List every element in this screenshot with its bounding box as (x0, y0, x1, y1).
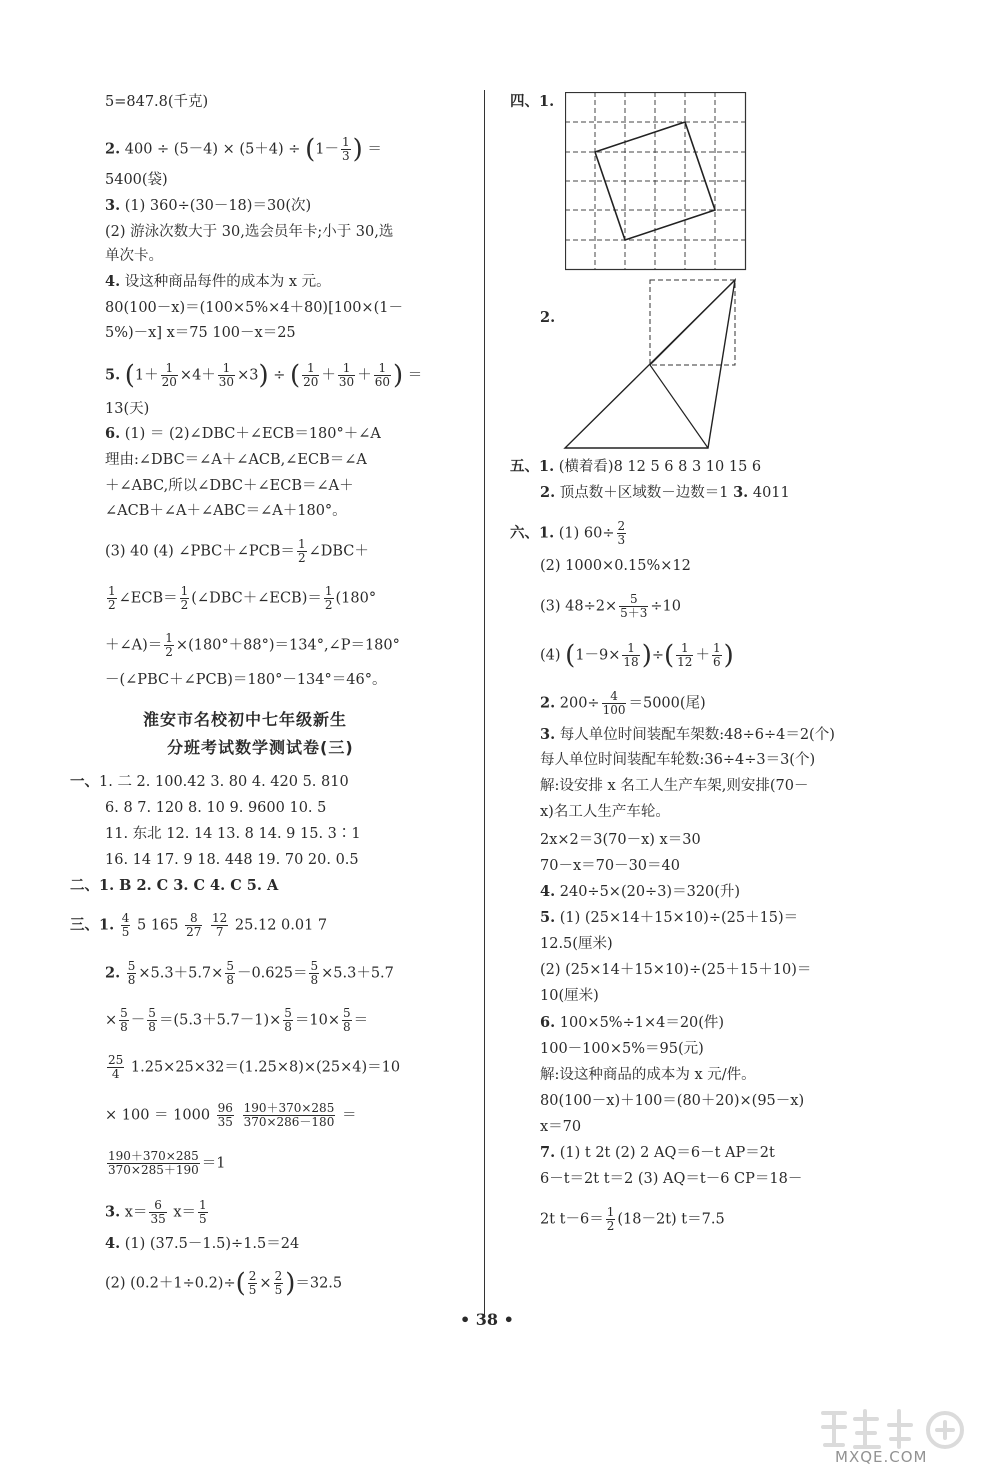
fraction (622, 642, 639, 669)
denominator: 2 (606, 1219, 615, 1233)
s1-line (70, 772, 349, 792)
answer-line (540, 1206, 725, 1233)
answer-line (105, 1102, 356, 1129)
answer-line: 每人单位时间装配车轮数:36÷4÷3＝3(个) (540, 752, 816, 768)
answer-line: (2) 1000×0.15%×12 (540, 558, 691, 574)
numerator: 1 (199, 1198, 207, 1212)
answer-line: 80(100－x)＝(100×5%×4＋80)[100×(1－ (105, 300, 403, 316)
expr: (横着看)8 12 5 6 8 3 10 15 6 (554, 459, 762, 475)
fraction (283, 1007, 293, 1034)
denominator: 8 (120, 1020, 128, 1034)
q4-line (105, 272, 331, 292)
grid-lines (565, 92, 745, 270)
paren-close: ) (285, 1268, 296, 1299)
expr: ＋ (695, 647, 710, 664)
question-number: 7. (540, 1144, 556, 1161)
expr: 4011 (748, 485, 790, 501)
expr: (2) (0.2＋1÷0.2)÷ (105, 1275, 236, 1292)
paren-open: ( (235, 1268, 246, 1299)
question-number: 4. (105, 273, 121, 290)
numerator: 1 (338, 362, 355, 376)
expr: ∠ECB＝ (118, 590, 178, 607)
answer-line (540, 642, 734, 669)
fraction (198, 1199, 208, 1226)
answer-line: (2) 游泳次数大于 30,选会员年卡;小于 30,选 (105, 224, 394, 240)
answer-line: 5=847.8(千克) (105, 94, 209, 110)
expr: 200÷ (555, 695, 600, 712)
numerator: 5 (343, 1006, 351, 1020)
question-number: 2. (540, 694, 556, 712)
expr: (1) (25×14＋15×10)÷(25＋15)＝ (555, 910, 799, 926)
expr: × (259, 1275, 272, 1292)
question-number: 4. (105, 1235, 121, 1252)
expr: × 100 ＝ 1000 (105, 1107, 211, 1124)
fraction (107, 1150, 200, 1177)
denominator: 5＋3 (620, 606, 648, 620)
fraction (341, 136, 351, 163)
expr: x＝ (120, 1204, 148, 1221)
expr: ÷ (651, 647, 665, 664)
fraction (619, 593, 648, 620)
expr: 1－ (315, 141, 339, 158)
answer-line (105, 1199, 210, 1226)
denominator: 35 (217, 1115, 233, 1129)
answer-line (105, 1234, 299, 1254)
denominator: 2 (297, 551, 306, 565)
answer-line (540, 483, 790, 503)
numerator: 5 (619, 593, 648, 607)
denominator: 8 (127, 973, 136, 987)
fraction (274, 1270, 284, 1297)
fraction (147, 1007, 157, 1034)
expr: ∠DBC＋ (308, 543, 369, 560)
triangle-figure (560, 278, 740, 453)
paren-close: ) (392, 360, 404, 391)
expr: ＝10× (294, 1012, 340, 1029)
answer-line (540, 725, 835, 745)
answer-line (540, 882, 740, 902)
question-number: 3. (105, 197, 121, 214)
expr: ÷10 (650, 598, 682, 615)
answer-line: x)名工人生产车轮。 (540, 804, 670, 820)
expr: ＋∠A)＝ (105, 637, 163, 654)
paren-open: ( (565, 640, 576, 671)
question-number: 3. (733, 484, 749, 501)
fraction (127, 960, 137, 987)
answer-line: 理由:∠DBC＝∠A＋∠ACB,∠ECB＝∠A (105, 452, 367, 468)
denominator: 4 (111, 1067, 120, 1081)
diagonal-line (650, 280, 735, 365)
numerator: 1 (180, 584, 189, 598)
denominator: 5 (121, 925, 130, 939)
grid-square-figure (565, 92, 747, 272)
expr: (3) 48÷2× (540, 598, 618, 615)
denominator: 2 (108, 598, 116, 612)
denominator: 3 (617, 533, 626, 547)
expr: ×5.3＋5.7× (138, 965, 224, 982)
paren-close: ) (723, 640, 734, 671)
section-title: 分班考试数学测试卷(三) (167, 738, 354, 757)
numerator: 5 (148, 1006, 156, 1020)
section-label: 四、1. (510, 93, 555, 110)
fraction (119, 1007, 129, 1034)
denominator: 7 (215, 925, 224, 939)
denominator: 5 (199, 1212, 207, 1226)
answer-line (105, 585, 376, 612)
expr: ×5.3＋5.7 (321, 965, 394, 982)
numerator: 1 (622, 642, 639, 656)
numerator: 4 (121, 911, 130, 925)
answer-line (105, 960, 394, 987)
numerator: 1 (606, 1205, 615, 1219)
numerator: 1 (374, 362, 391, 376)
question-number: 3. (105, 1203, 121, 1221)
fraction (107, 585, 117, 612)
q3-line (105, 196, 311, 216)
question-number: 2. (540, 484, 556, 501)
denominator: 100 (602, 703, 626, 717)
fraction (164, 632, 174, 659)
denominator: 8 (343, 1020, 351, 1034)
denominator: 2 (180, 598, 189, 612)
denominator: 27 (186, 925, 202, 939)
s6-line (510, 520, 628, 547)
expr: 2t t－6＝ (540, 1211, 604, 1228)
expr: 顶点数＋区域数－边数＝1 (555, 485, 734, 501)
answer-line (540, 908, 798, 928)
question-number: 2. (540, 309, 556, 326)
question-number: 3. (540, 726, 556, 743)
denominator: 5 (248, 1283, 257, 1297)
denominator: 12 (677, 655, 693, 669)
numerator: 12 (212, 911, 228, 925)
watermark-text: MXQE.COM (835, 1448, 928, 1466)
s5-line (510, 457, 761, 477)
expr: 1.25×25×32＝(1.25×8)×(25×4)＝10 (126, 1059, 401, 1076)
answer-line: ∠ACB＋∠A＋∠ABC＝∠A＋180°。 (105, 503, 347, 519)
numerator: 1 (341, 135, 350, 149)
numerator: 1 (676, 642, 693, 656)
answer-line (105, 1270, 342, 1297)
answer-line: 16. 14 17. 9 18. 448 19. 70 20. 0.5 (105, 852, 359, 868)
question-number: 2. (105, 964, 121, 982)
numerator: 5 (310, 959, 319, 973)
numerator: 5 (284, 1006, 292, 1020)
denominator: 60 (374, 375, 390, 389)
fraction (338, 362, 355, 389)
expr: × (105, 1012, 118, 1029)
fraction (161, 362, 178, 389)
numerator: 1 (108, 584, 116, 598)
denominator: 2 (165, 645, 173, 659)
answer-line (540, 593, 681, 620)
denominator: 3 (341, 149, 350, 163)
answer-line (105, 538, 369, 565)
paren-open: ( (124, 360, 135, 391)
expr: 5 165 (132, 917, 179, 934)
fraction (218, 362, 235, 389)
fraction (248, 1270, 258, 1297)
fraction (606, 1206, 616, 1233)
numerator: 2 (617, 519, 626, 533)
numerator: 1 (297, 537, 306, 551)
denominator: 2 (324, 598, 333, 612)
answer-line (105, 632, 400, 659)
numerator: 190＋370×285 (243, 1101, 335, 1115)
fraction (185, 912, 202, 939)
expr: 1－9× (575, 647, 621, 664)
fraction (243, 1102, 336, 1129)
expr: (∠DBC＋∠ECB)＝ (191, 590, 322, 607)
expr: (1) ＝ (2)∠DBC＋∠ECB＝180°＋∠A (120, 426, 381, 442)
expr: (4) (540, 647, 566, 664)
expr: ＝ (362, 141, 382, 158)
fraction (149, 1199, 166, 1226)
numerator: 5 (120, 1006, 128, 1020)
q5-line (105, 362, 422, 389)
numerator: 5 (127, 959, 136, 973)
answer-line (105, 1054, 400, 1081)
expr: ＝32.5 (295, 1275, 343, 1292)
denominator: 30 (218, 375, 235, 389)
fraction (180, 585, 190, 612)
expr: 240÷5×(20÷3)＝320(升) (555, 884, 741, 900)
q6-line (105, 424, 381, 444)
fraction (297, 538, 307, 565)
s2-line: 二、1. B 2. C 3. C 4. C 5. A (70, 877, 279, 894)
expr: －0.625＝ (236, 965, 308, 982)
expr: 1. 二 2. 100.42 3. 80 4. 420 5. 810 (99, 774, 349, 790)
question-number: 4. (540, 883, 556, 900)
expr: 1＋ (134, 367, 159, 384)
answer-line: 12.5(厘米) (540, 936, 613, 952)
expr: ÷ (268, 367, 290, 384)
fraction (676, 642, 693, 669)
expr: ＝(5.3＋5.7－1)× (158, 1012, 282, 1029)
question-number: 6. (105, 425, 121, 442)
expr: ＝5000(尾) (628, 695, 706, 712)
numerator: 96 (217, 1101, 233, 1115)
expr: (1) t 2t (2) 2 AQ＝6－t AP＝2t (555, 1145, 775, 1161)
expr: (180° (335, 590, 377, 607)
answer-line: 单次卡。 (105, 248, 163, 264)
numerator: 190＋370×285 (108, 1149, 199, 1163)
numerator: 1 (324, 584, 333, 598)
fraction (617, 520, 627, 547)
numerator: 1 (161, 362, 178, 376)
expr: ×4＋ (179, 367, 216, 384)
denominator: 20 (161, 375, 177, 389)
answer-line: 80(100－x)＋100＝(80＋20)×(95－x) (540, 1093, 805, 1109)
denominator: 8 (226, 973, 234, 987)
answer-line: 10(厘米) (540, 988, 599, 1004)
expr: (18－2t) t＝7.5 (617, 1211, 725, 1228)
section-title: 淮安市名校初中七年级新生 (143, 710, 348, 729)
fraction (211, 912, 228, 939)
numerator: 5 (226, 959, 234, 973)
paren-open: ( (305, 134, 316, 165)
paren-close: ) (258, 360, 269, 391)
expr: － (130, 1012, 146, 1029)
fraction (374, 362, 391, 389)
denominator: 370×285＋190 (108, 1163, 199, 1177)
answer-line: 11. 东北 12. 14 13. 8 14. 9 15. 3∶1 (105, 826, 361, 842)
fraction (225, 960, 235, 987)
answer-line: 100－100×5%＝95(元) (540, 1041, 704, 1057)
fraction (602, 690, 627, 717)
denominator: 8 (310, 973, 319, 987)
denominator: 18 (623, 655, 639, 669)
paren-close: ) (641, 640, 652, 671)
denominator: 8 (284, 1020, 292, 1034)
question-number: 2. (105, 140, 121, 158)
denominator: 8 (148, 1020, 156, 1034)
answer-line: －(∠PBC＋∠PCB)＝180°－134°＝46°。 (105, 672, 387, 688)
expr: 100×5%÷1×4＝20(件) (555, 1015, 725, 1031)
answer-line: 5400(袋) (105, 172, 168, 188)
expr: ＝1 (201, 1155, 226, 1172)
section-label: 六、1. (510, 524, 555, 542)
answer-line (540, 1013, 724, 1033)
column-divider (484, 90, 485, 1315)
expr: ＝ (353, 1012, 369, 1029)
fraction (324, 585, 334, 612)
expr: 每人单位时间装配车架数:48÷6÷4＝2(个) (555, 727, 835, 743)
answer-line: 解:设安排 x 名工人生产车架,则安排(70－ (540, 778, 809, 794)
answer-line: 5%)－x] x＝75 100－x＝25 (105, 325, 296, 341)
denominator: 20 (303, 375, 319, 389)
numerator: 8 (185, 912, 202, 926)
paren-close: ) (352, 134, 363, 165)
denominator: 6 (712, 655, 721, 669)
answer-line (540, 1143, 775, 1163)
fraction (712, 642, 722, 669)
numerator: 1 (218, 362, 235, 376)
question-number: 6. (540, 1014, 556, 1031)
s3-line (70, 912, 327, 939)
answer-line: x＝70 (540, 1119, 582, 1135)
answer-line: 70－x＝70－30＝40 (540, 858, 680, 874)
answer-line (105, 1150, 226, 1177)
answer-line: 13(天) (105, 401, 150, 417)
page-number: • 38 • (460, 1310, 514, 1329)
denominator: 370×286－180 (243, 1115, 335, 1129)
answer-line: (2) (25×14＋15×10)÷(25＋15＋10)＝ (540, 962, 812, 978)
expr: (1) 360÷(30－18)＝30(次) (120, 198, 312, 214)
numerator: 1 (712, 641, 721, 655)
denominator: 30 (338, 375, 355, 389)
expr: ＋ (357, 367, 372, 384)
expr: ＝ (341, 1107, 357, 1124)
inner-line (650, 365, 708, 448)
fraction (302, 362, 319, 389)
answer-line: 解:设这种商品的成本为 x 元/件。 (540, 1067, 756, 1083)
expr: 设这种商品每件的成本为 x 元。 (120, 274, 331, 290)
numerator: 1 (165, 631, 173, 645)
fraction (107, 1054, 124, 1081)
question-number: 5. (105, 366, 121, 384)
numerator: 4 (602, 690, 627, 704)
fraction (121, 912, 131, 939)
answer-line: 6. 8 7. 120 8. 10 9. 9600 10. 5 (105, 800, 327, 816)
answer-line: ＋∠ABC,所以∠DBC＋∠ECB＝∠A＋ (105, 478, 354, 494)
expr: x＝ (168, 1204, 197, 1221)
section-label: 一、 (70, 773, 99, 790)
fraction (309, 960, 319, 987)
answer-line (540, 690, 706, 717)
section-label: 五、1. (510, 458, 555, 475)
paren-open: ( (289, 360, 301, 391)
denominator: 5 (274, 1283, 283, 1297)
numerator: 6 (149, 1199, 166, 1213)
numerator: 25 (108, 1053, 124, 1067)
expr: (1) (37.5－1.5)÷1.5＝24 (120, 1236, 300, 1252)
expr: 400 ÷ (5－4) × (5＋4) ÷ (120, 141, 306, 158)
question-number: 5. (540, 909, 556, 926)
expr: 25.12 0.01 7 (230, 917, 328, 934)
expr: (1) 60÷ (554, 525, 615, 542)
section-label: 三、1. (70, 916, 115, 934)
numerator: 1 (302, 362, 319, 376)
answer-line: 2x×2＝3(70－x) x＝30 (540, 832, 701, 848)
denominator: 35 (150, 1212, 166, 1226)
expr: ×3 (237, 367, 259, 384)
fraction (217, 1102, 234, 1129)
expr: ×(180°＋88°)＝134°,∠P＝180° (175, 637, 400, 654)
expr: ＋ (321, 367, 336, 384)
expr: ＝ (403, 367, 423, 384)
q2-line (105, 136, 382, 163)
expr: (3) 40 (4) ∠PBC＋∠PCB＝ (105, 543, 295, 560)
numerator: 2 (248, 1269, 257, 1283)
fraction (342, 1007, 352, 1034)
answer-line (105, 1007, 368, 1034)
answer-line: 6－t＝2t t＝2 (3) AQ＝t－6 CP＝18－ (540, 1171, 803, 1187)
numerator: 2 (274, 1269, 283, 1283)
paren-open: ( (664, 640, 675, 671)
